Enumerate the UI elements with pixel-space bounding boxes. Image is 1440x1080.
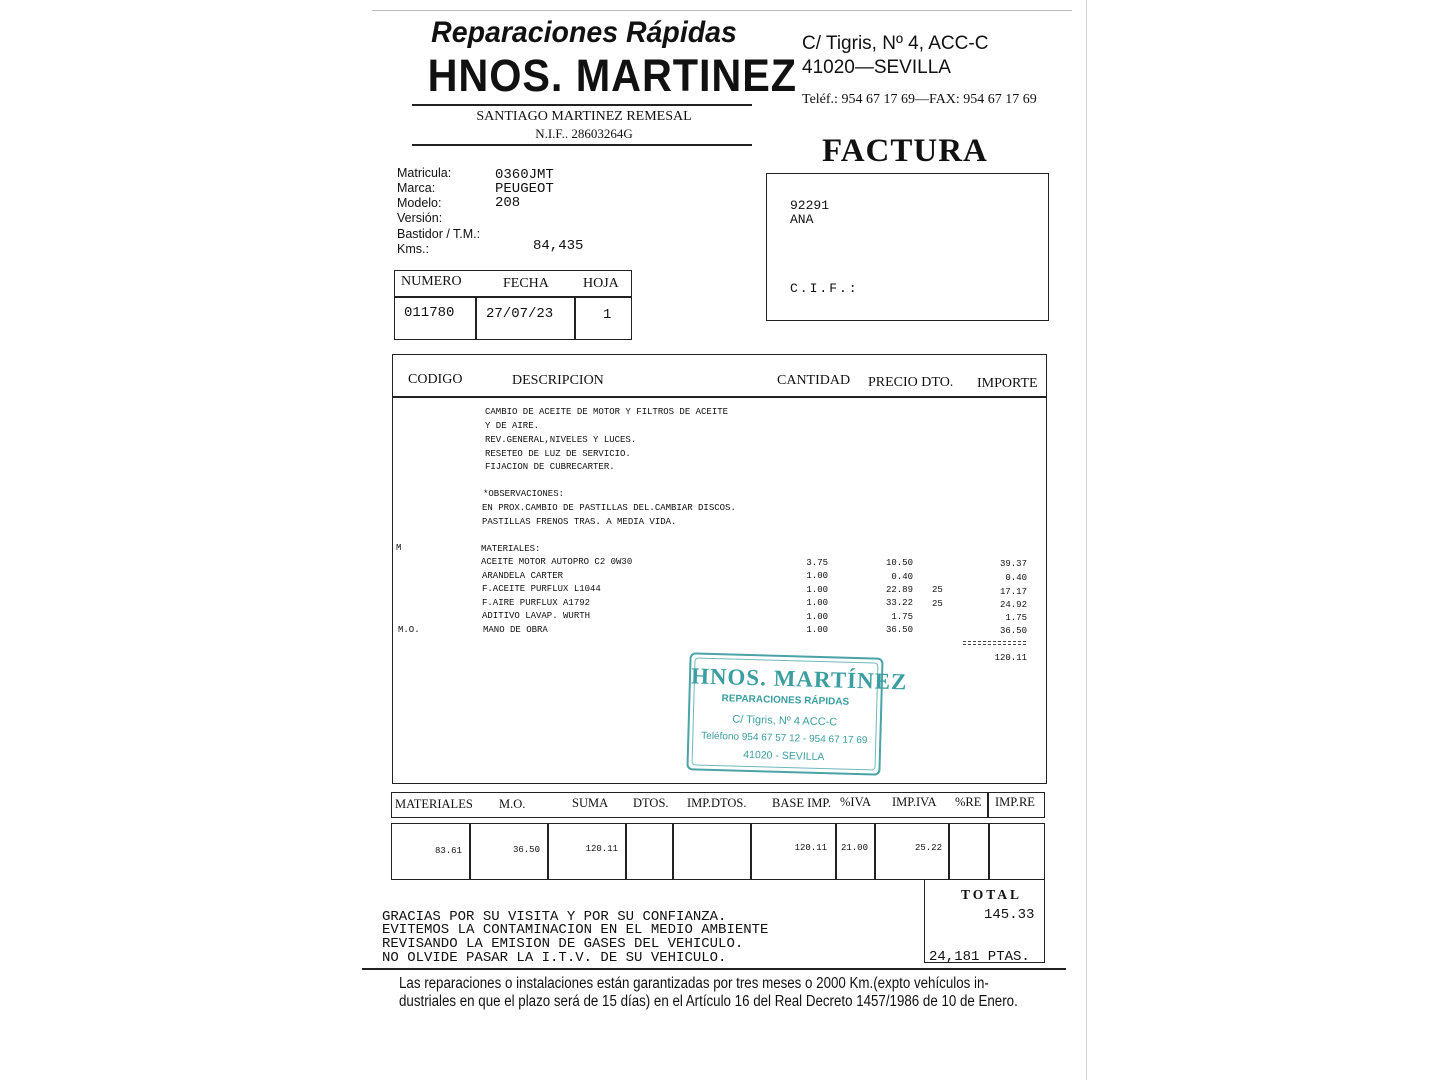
company-name: HNOS. MARTINEZ [427, 50, 797, 101]
totals-col [547, 823, 549, 880]
footer-rule [362, 968, 1066, 970]
item-qty: 3.75 [806, 558, 828, 568]
value-base-imp: 120.11 [794, 843, 827, 853]
footer-message: NO OLVIDE PASAR LA I.T.V. DE SU VEHICULO. [382, 950, 727, 966]
col-importe: IMPORTE [977, 376, 1038, 391]
stamp-name: HNOS. MARTÍNEZ [690, 663, 908, 695]
label-marca: Marca: [397, 181, 436, 195]
item-amount: 24.92 [999, 600, 1027, 610]
company-nif: N.I.F.. 28603264G [535, 126, 633, 141]
document-title: FACTURA [822, 133, 988, 169]
header-mo: M.O. [499, 797, 526, 811]
header-imp-iva: IMP.IVA [892, 795, 937, 809]
label-modelo: Modelo: [397, 196, 442, 210]
observation-line: EN PROX.CAMBIO DE PASTILLAS DEL.CAMBIAR DISCOS. [482, 503, 736, 513]
work-line: Y DE AIRE. [485, 421, 540, 431]
totals-value-row [391, 823, 1045, 880]
item-price: 22.89 [885, 585, 913, 595]
materials-code: M [396, 543, 402, 553]
item-qty: 1.00 [806, 612, 828, 622]
top-border-line [372, 10, 1072, 11]
client-name: ANA [790, 212, 814, 227]
label-bastidor: Bastidor / T.M.: [397, 227, 481, 241]
item-amount: 39.37 [999, 559, 1027, 569]
totals-col [988, 823, 990, 880]
item-desc: ADITIVO LAVAP. WURTH [482, 611, 591, 621]
invoice-ref-col-2 [574, 296, 576, 340]
item-qty: 1.00 [806, 585, 828, 595]
work-line: CAMBIO DE ACEITE DE MOTOR Y FILTROS DE ACEITE [485, 407, 729, 417]
header-numero: NUMERO [401, 274, 462, 289]
item-desc: F.ACEITE PURFLUX L1044 [482, 584, 601, 594]
header-pct-iva: %IVA [840, 795, 872, 809]
work-line: REV.GENERAL,NIVELES Y LUCES. [485, 435, 637, 445]
subtotal-rule [963, 641, 1026, 642]
work-line: FIJACION DE CUBRECARTER. [485, 462, 615, 472]
header-fecha: FECHA [503, 276, 549, 291]
label-version: Versión: [397, 211, 443, 225]
header-dtos: DTOS. [633, 796, 669, 810]
invoice-ref-col-1 [475, 296, 477, 340]
total-pesetas: 24,181 PTAS. [929, 949, 1030, 965]
item-qty: 1.00 [806, 598, 828, 608]
item-amount: 1.75 [1005, 613, 1027, 623]
header-rule [412, 104, 752, 106]
item-amount: 36.50 [999, 626, 1027, 636]
header-rule-bottom [412, 144, 752, 146]
header-materiales: MATERIALES [395, 797, 473, 811]
item-price: 36.50 [885, 625, 913, 635]
item-amount: 17.17 [999, 587, 1027, 597]
header-hoja: HOJA [583, 276, 619, 291]
value-marca: PEUGEOT [495, 181, 554, 197]
invoice-date: 27/07/23 [486, 306, 554, 322]
value-kms: 84,435 [533, 238, 584, 254]
totals-col [672, 823, 674, 880]
invoice-number: 011780 [404, 305, 455, 321]
totals-col [948, 823, 950, 880]
footer-message: REVISANDO LA EMISION DE GASES DEL VEHICULO. [382, 936, 744, 952]
value-modelo: 208 [495, 195, 521, 211]
item-price: 1.75 [891, 612, 913, 622]
client-cif-label: C.I.F.: [790, 281, 859, 296]
stamp-city: 41020 - SEVILLA [743, 748, 825, 764]
item-desc: ARANDELA CARTER [482, 571, 564, 581]
col-descripcion: DESCRIPCION [512, 373, 604, 388]
item-desc: F.AIRE PURFLUX A1792 [482, 598, 591, 608]
item-desc: MANO DE OBRA [483, 625, 548, 635]
header-imp-dtos: IMP.DTOS. [687, 796, 747, 810]
company-address: C/ Tigris, Nº 4, ACC-C [802, 33, 989, 54]
item-qty: 1.00 [806, 625, 828, 635]
col-cantidad: CANTIDAD [777, 373, 851, 388]
value-pct-iva: 21.00 [840, 843, 868, 853]
observation-line: PASTILLAS FRENOS TRAS. A MEDIA VIDA. [482, 517, 677, 527]
label-kms: Kms.: [397, 242, 429, 256]
lines-subtotal: 120.11 [994, 653, 1027, 663]
total-value: 145.33 [984, 907, 1035, 923]
company-slogan: Reparaciones Rápidas [431, 16, 737, 49]
item-price: 10.50 [885, 558, 913, 568]
col-codigo: CODIGO [408, 372, 463, 387]
item-dto: 25 [932, 599, 943, 609]
company-city: 41020—SEVILLA [802, 57, 951, 78]
item-code: M.O. [398, 625, 420, 635]
guarantee-line-1: Las reparaciones o instalaciones están garantizadas por tres meses o 2000 Km.(expto vehículos in- [399, 975, 989, 992]
item-dto: 25 [932, 585, 943, 595]
subtotal-rule-2 [963, 644, 1026, 645]
value-matricula: 0360JMT [495, 167, 554, 183]
totals-col [874, 823, 876, 880]
value-suma: 120.11 [585, 844, 618, 854]
header-suma: SUMA [572, 796, 609, 810]
work-line: RESETEO DE LUZ DE SERVICIO. [485, 449, 631, 459]
item-amount: 0.40 [1005, 573, 1027, 583]
company-phones: Teléf.: 954 67 17 69—FAX: 954 67 17 69 [802, 92, 1037, 107]
col-precio-dto: PRECIO DTO. [868, 375, 954, 390]
totals-col [625, 823, 627, 880]
invoice-ref-divider [394, 296, 632, 298]
item-price: 33.22 [885, 598, 913, 608]
client-box [766, 173, 1049, 321]
company-owner: SANTIAGO MARTINEZ REMESAL [476, 109, 692, 124]
total-label: TOTAL [961, 887, 1023, 902]
stamp-address: C/ Tigris, Nº 4 ACC-C [732, 713, 838, 729]
item-qty: 1.00 [806, 571, 828, 581]
label-matricula: Matricula: [397, 166, 452, 180]
totals-col [469, 823, 471, 880]
stamp-phones: Teléfono 954 67 57 12 - 954 67 17 69 [701, 730, 868, 747]
guarantee-line-2: dustriales en que el plazo será de 15 días) en el Artículo 16 del Real Decreto 1457/1986 de 10 de Enero. [399, 993, 1018, 1010]
materials-title: MATERIALES: [481, 544, 541, 554]
item-price: 0.40 [891, 572, 913, 582]
invoice-page: 1 [603, 307, 612, 323]
company-stamp [686, 652, 908, 775]
totals-header-col [987, 792, 989, 818]
footer-message: GRACIAS POR SU VISITA Y POR SU CONFIANZA. [382, 909, 727, 925]
header-pct-re: %RE [955, 795, 982, 809]
item-desc: ACEITE MOTOR AUTOPRO C2 0W30 [481, 557, 633, 567]
header-imp-re: IMP.RE [995, 795, 1035, 809]
stamp-slogan: REPARACIONES RÁPIDAS [721, 693, 850, 708]
observations-title: *OBSERVACIONES: [483, 489, 565, 499]
page-edge [1086, 0, 1087, 1080]
lines-header-divider [392, 396, 1047, 398]
value-materiales: 83.61 [434, 846, 462, 856]
footer-message: EVITEMOS LA CONTAMINACION EN EL MEDIO AMBIENTE [382, 922, 769, 938]
client-number: 92291 [790, 198, 830, 213]
value-imp-iva: 25.22 [914, 843, 942, 853]
totals-col [750, 823, 752, 880]
header-base-imp: BASE IMP. [772, 796, 832, 810]
value-mo: 36.50 [512, 845, 540, 855]
